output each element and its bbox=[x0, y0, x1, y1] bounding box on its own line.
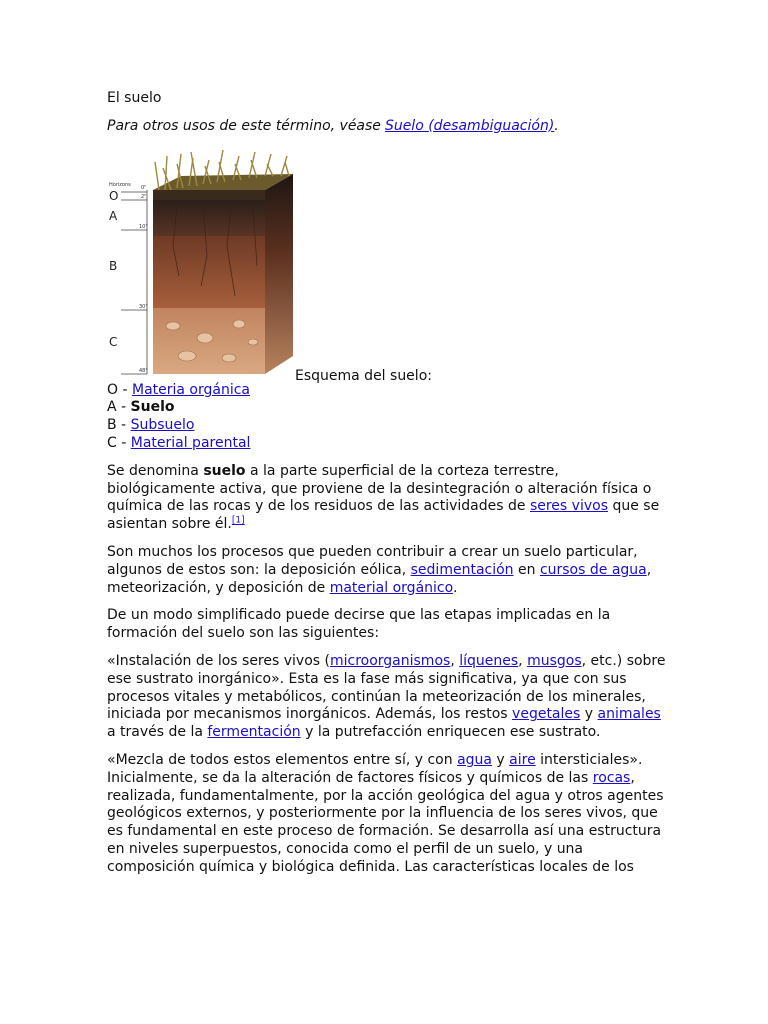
text-run: que se asientan sobre él. bbox=[107, 498, 660, 533]
soil-figure bbox=[107, 146, 667, 382]
depth-mark: 0" bbox=[141, 184, 147, 191]
text-run: , bbox=[450, 652, 460, 669]
paragraph-processes bbox=[107, 544, 667, 597]
paragraph-stage-installation bbox=[107, 653, 667, 742]
reference-1-link[interactable]: [1] bbox=[231, 515, 245, 526]
legend-prefix: O - bbox=[107, 381, 132, 398]
materia-organica-link[interactable]: Materia orgánica bbox=[131, 381, 250, 398]
horizon-letter: B bbox=[109, 258, 118, 273]
horizon-letter: C bbox=[109, 334, 118, 349]
legend-prefix: B - bbox=[107, 417, 131, 434]
legend-prefix: C - bbox=[107, 434, 131, 451]
depth-mark: 30" bbox=[139, 303, 148, 310]
paragraph-stage-mixing bbox=[107, 752, 667, 877]
text-run: y bbox=[580, 706, 598, 723]
fermentacion-link[interactable]: fermentación bbox=[207, 724, 301, 741]
text-run: en bbox=[513, 561, 540, 578]
microorganismos-link[interactable]: microorganismos bbox=[329, 652, 451, 669]
legend-prefix: A - bbox=[107, 399, 131, 416]
seres-vivos-link[interactable]: seres vivos bbox=[529, 498, 608, 515]
text-run: , realizada, fundamentalmente, por la acción geológica del agua y otros agentes geológicos externos, y posteriormente por la influencia de los seres vivos, que es fundamental en este proceso de formación. Se desarrolla así una estructura en niveles superpuestos, conocida como el perfil de un suelo, y una composición química y biológica definida. Las características locales de los bbox=[107, 769, 664, 875]
cursos-de-agua-link[interactable]: cursos de agua bbox=[539, 561, 647, 578]
depth-mark: 10" bbox=[139, 223, 148, 230]
animales-link[interactable]: animales bbox=[597, 706, 661, 723]
suelo-term: suelo bbox=[203, 462, 246, 479]
legend-item-a bbox=[107, 399, 667, 417]
text-run: De un modo simplificado puede decirse que las etapas implicadas en la formación del suelo son las siguientes: bbox=[107, 607, 611, 642]
text-run: Se denomina bbox=[107, 462, 204, 479]
depth-mark: 2" bbox=[141, 193, 147, 200]
text-run: y la putrefacción enriquecen ese sustrato. bbox=[300, 724, 601, 741]
liquenes-link[interactable]: líquenes bbox=[459, 652, 519, 669]
legend-item-c bbox=[107, 435, 667, 453]
aire-link[interactable]: aire bbox=[509, 751, 536, 768]
text-run: , etc.) sobre ese sustrato inorgánico». Esta es la fase más significativa, ya que con sus procesos vitales y metabólicos, continúan la meteorización de los minerales, iniciada por mecanismos inorgánicos. Además, los restos bbox=[107, 652, 666, 723]
horizon-letter: O bbox=[109, 188, 119, 203]
text-run: . bbox=[452, 579, 458, 596]
text-run: y bbox=[491, 751, 510, 768]
subsuelo-link[interactable]: Subsuelo bbox=[130, 417, 195, 434]
horizon-letter: A bbox=[109, 208, 118, 223]
disambiguation-link[interactable]: Suelo (desambiguación) bbox=[384, 117, 555, 134]
legend-item-b bbox=[107, 417, 667, 435]
disambiguation-prefix: Para otros usos de este término, véase bbox=[107, 117, 381, 134]
material-organico-link[interactable]: material orgánico bbox=[329, 579, 453, 596]
text-run: a través de la bbox=[107, 724, 208, 741]
disambiguation-note bbox=[107, 118, 667, 136]
page-title: El suelo bbox=[107, 90, 162, 106]
text-run: , bbox=[518, 652, 528, 669]
text-run: Son muchos los procesos que pueden contribuir a crear un suelo particular, algunos de estos son: la deposición eólica, bbox=[107, 543, 638, 578]
paragraph-definition bbox=[107, 463, 667, 534]
text-run: «Instalación de los seres vivos ( bbox=[107, 652, 330, 669]
depth-mark: 48" bbox=[139, 367, 148, 374]
article-content bbox=[107, 90, 667, 887]
material-parental-link[interactable]: Material parental bbox=[130, 434, 251, 451]
text-run: «Mezcla de todos estos elementos entre sí, y con bbox=[107, 751, 458, 768]
soil-profile-image bbox=[107, 146, 295, 382]
disambiguation-suffix: . bbox=[554, 117, 559, 134]
text-run: , meteorización, y deposición de bbox=[107, 561, 652, 596]
paragraph-stages-intro bbox=[107, 607, 667, 643]
sedimentacion-link[interactable]: sedimentación bbox=[410, 561, 514, 578]
rocas-link[interactable]: rocas bbox=[592, 769, 631, 786]
horizons-label: Horizons bbox=[109, 181, 131, 188]
agua-link[interactable]: agua bbox=[457, 751, 492, 768]
musgos-link[interactable]: musgos bbox=[527, 652, 582, 669]
horizon-legend bbox=[107, 382, 667, 453]
figure-caption: Esquema del suelo: bbox=[295, 367, 432, 384]
vegetales-link[interactable]: vegetales bbox=[512, 706, 581, 723]
suelo-bold-text: Suelo bbox=[130, 399, 175, 416]
text-run: intersticiales». Inicialmente, se da la alteración de factores físicos y químicos de las bbox=[107, 751, 643, 786]
text-run: a la parte superficial de la corteza terrestre, biológicamente activa, que proviene de la desintegración o alteración física o química de las rocas y de los residuos de las actividades de bbox=[107, 462, 652, 515]
